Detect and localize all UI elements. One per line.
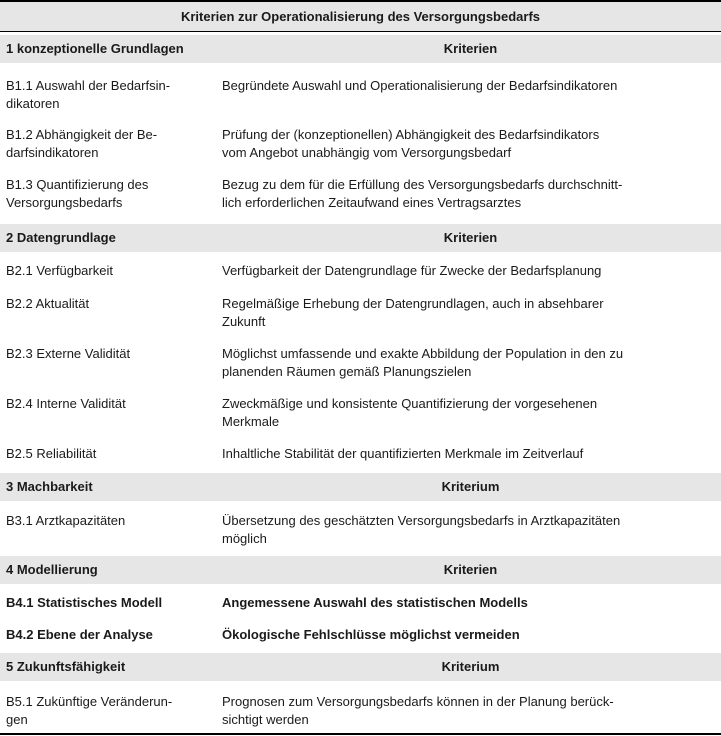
title-rule xyxy=(0,31,721,32)
criterion-text: Prognosen zum Versorgungsbedarfs können in der Planung berück- sichtigt werden xyxy=(222,694,614,727)
criterion-code: B2.3 Externe Validität xyxy=(6,346,131,361)
bottom-rule xyxy=(0,733,721,735)
criterion-text: Übersetzung des geschätzten Versorgungsbedarfs in Arztkapazitäten möglich xyxy=(222,513,621,546)
section-label: 2 Datengrundlage xyxy=(6,230,116,245)
criterion-text: Möglichst umfassende und exakte Abbildung der Population in den zu planenden Räumen gemäß Planungszielen xyxy=(222,346,624,379)
criterion-code: B2.4 Interne Validität xyxy=(6,396,126,411)
column-header: Kriterium xyxy=(441,659,500,674)
section-label: 3 Machbarkeit xyxy=(6,479,93,494)
criterion-code: B4.1 Statistisches Modell xyxy=(6,595,163,610)
criterion-code: B3.1 Arztkapazitäten xyxy=(6,513,126,528)
column-header: Kriterien xyxy=(443,562,498,577)
criterion-code: B5.1 Zukünftige Veränderun- gen xyxy=(6,694,173,727)
section-2-header xyxy=(0,224,721,252)
criterion-code: B1.2 Abhängigkeit der Be- darfsindikatoren xyxy=(6,127,158,160)
criterion-text: Verfügbarkeit der Datengrundlage für Zwecke der Bedarfsplanung xyxy=(222,263,602,278)
criterion-code: B2.1 Verfügbarkeit xyxy=(6,263,113,278)
section-5-header xyxy=(0,653,721,681)
section-label: 1 konzeptionelle Grundlagen xyxy=(6,41,184,56)
section-3-header xyxy=(0,473,721,501)
criterion-code: B2.5 Reliabilität xyxy=(6,446,97,461)
criterion-text: Begründete Auswahl und Operationalisierung der Bedarfsindikatoren xyxy=(222,78,618,93)
column-header: Kriterium xyxy=(441,479,500,494)
column-header: Kriterien xyxy=(443,230,498,245)
criterion-code: B1.3 Quantifizierung des Versorgungsbedarfs xyxy=(6,177,149,210)
criterion-text: Zweckmäßige und konsistente Quantifizierung der vorgesehenen Merkmale xyxy=(222,396,598,429)
table-title: Kriterien zur Operationalisierung des Versorgungsbedarfs xyxy=(0,2,721,31)
criterion-text: Prüfung der (konzeptionellen) Abhängigkeit des Bedarfsindikators vom Angebot unabhängig vom Versorgungsbedarf xyxy=(222,127,600,160)
criterion-text: Ökologische Fehlschlüsse möglichst vermeiden xyxy=(222,627,520,642)
criterion-text: Bezug zu dem für die Erfüllung des Versorgungsbedarfs durchschnitt- lich erforderlichen Zeitaufwand eines Vertragsarztes xyxy=(222,177,623,210)
criterion-text: Inhaltliche Stabilität der quantifizierten Merkmale im Zeitverlauf xyxy=(222,446,584,461)
criterion-code: B1.1 Auswahl der Bedarfsin- dikatoren xyxy=(6,78,171,111)
column-header: Kriterien xyxy=(443,41,498,56)
criterion-code: B4.2 Ebene der Analyse xyxy=(6,627,153,642)
criterion-text: Angemessene Auswahl des statistischen Modells xyxy=(222,595,528,610)
criterion-code: B2.2 Aktualität xyxy=(6,296,90,311)
section-4-header xyxy=(0,556,721,584)
criterion-text: Regelmäßige Erhebung der Datengrundlagen, auch in absehbarer Zukunft xyxy=(222,296,604,329)
section-label: 4 Modellierung xyxy=(6,562,98,577)
section-label: 5 Zukunftsfähigkeit xyxy=(6,659,126,674)
section-1-header xyxy=(0,35,721,63)
